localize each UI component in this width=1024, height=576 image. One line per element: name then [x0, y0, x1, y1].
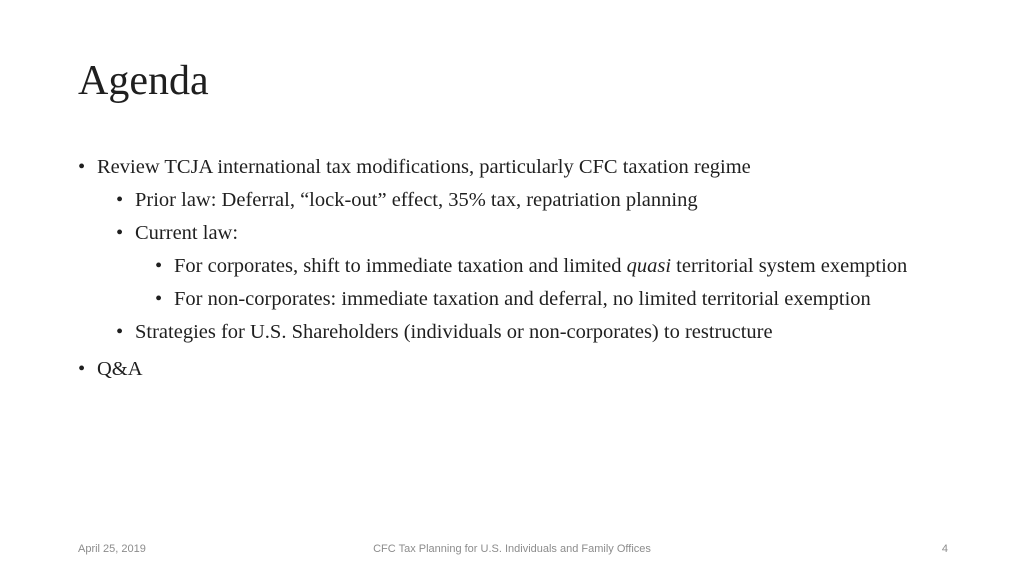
bullet-marker: •	[116, 189, 124, 211]
footer-title: CFC Tax Planning for U.S. Individuals and Family Offices	[373, 543, 651, 555]
agenda-subitem-strategies	[74, 319, 949, 346]
agenda-item-text: Current law:	[135, 222, 239, 244]
agenda-list	[74, 154, 949, 383]
bullet-marker: •	[116, 321, 124, 343]
agenda-item-text-pre: For corporates, shift to immediate taxation and limited	[174, 255, 627, 277]
agenda-item-text: Strategies for U.S. Shareholders (individuals or non-corporates) to restructure	[135, 321, 773, 343]
bullet-marker: •	[116, 222, 124, 244]
agenda-subitem-current-law	[74, 220, 949, 247]
bullet-marker: •	[78, 156, 86, 178]
agenda-item-qa	[74, 356, 949, 383]
footer-page-number: 4	[941, 543, 948, 555]
bullet-marker: •	[78, 358, 86, 380]
bullet-marker: •	[155, 255, 163, 277]
footer-date: April 25, 2019	[78, 543, 146, 555]
agenda-item-text: For non-corporates: immediate taxation and deferral, no limited territorial exemption	[174, 288, 871, 310]
agenda-subsubitem-non-corporates	[74, 286, 949, 313]
agenda-item-text-post: territorial system exemption	[671, 255, 908, 277]
agenda-item-text: Review TCJA international tax modifications, particularly CFC taxation regime	[97, 156, 751, 178]
agenda-item-text: Q&A	[97, 358, 143, 380]
slide-title: Agenda	[78, 58, 209, 104]
agenda-item-review-tcja	[74, 154, 949, 181]
agenda-subsubitem-corporates	[74, 253, 949, 280]
bullet-marker: •	[155, 288, 163, 310]
agenda-item-text-italic: quasi	[626, 255, 672, 277]
agenda-item-text: Prior law: Deferral, “lock-out” effect, 35% tax, repatriation planning	[135, 189, 698, 211]
agenda-subitem-prior-law	[74, 187, 949, 214]
